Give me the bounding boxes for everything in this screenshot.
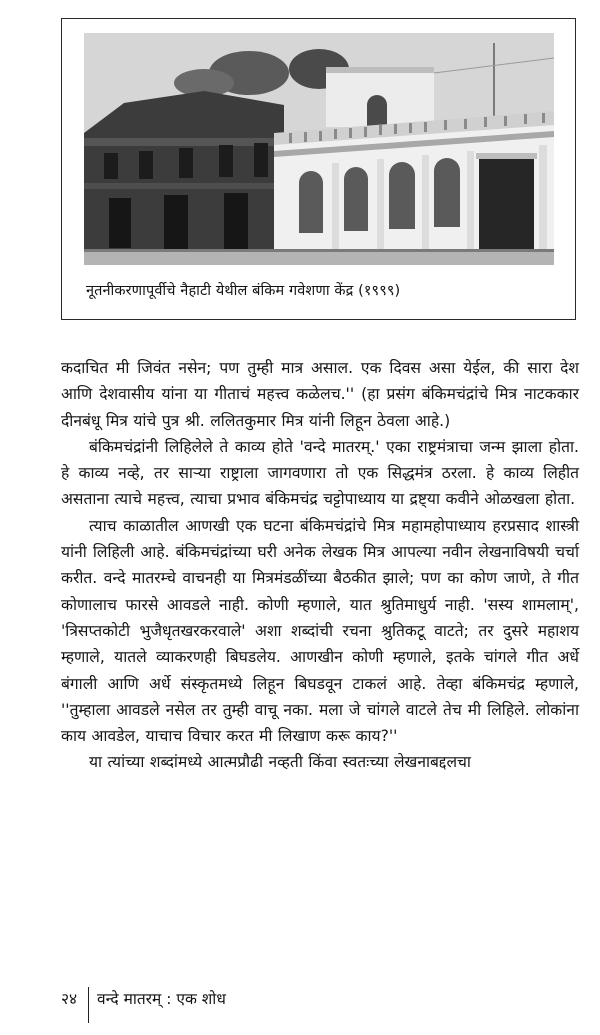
figure-caption: नूतनीकरणापूर्वीचे नैहाटी येथील बंकिम गवेशणा केंद्र (१९९९) (86, 283, 401, 299)
figure (61, 18, 576, 320)
paragraph-2: बंकिमचंद्रांनी लिहिलेले ते काव्य होते 'वन्दे मातरम्.' एका राष्ट्रमंत्राचा जन्म झाला होता. हे काव्य नव्हे, तर साऱ्या राष्ट्राला जागवणारा तो एक सिद्धमंत्र ठरला. हे काव्य लिहीत असताना त्याचे महत्त्व, त्याचा प्रभाव बंकिमचंद्र चट्टोपाध्याय या द्रष्ट्या कवीने ओळखला होता. (61, 437, 579, 509)
paragraph-1: कदाचित मी जिवंत नसेन; पण तुम्ही मात्र असाल. एक दिवस असा येईल, की सारा देश आणि देशवासीय यांना या गीताचं महत्त्व कळेलच.'' (हा प्रसंग बंकिमचंद्रांचे मित्र नाटककार दीनबंधू मित्र यांचे पुत्र श्री. ललितकुमार मित्र यांनी लिहून ठेवला आहे.) (61, 359, 579, 430)
paragraph-4: या त्यांच्या शब्दांमध्ये आत्मप्रौढी नव्हती किंवा स्वतःच्या लेखनाबद्दलचा (89, 753, 471, 772)
paragraph-3: त्याच काळातील आणखी एक घटना बंकिमचंद्रांचे मित्र महामहोपाध्याय हरप्रसाद शास्त्री यांनी लिहिली आहे. बंकिमचंद्रांच्या घरी अनेक लेखक मित्र आपल्या नवीन लेखनाविषयी चर्चा करीत. वन्दे मातरम्चे वाचनही या मित्रमंडळींच्या बैठकीत झाले; पण का कोण जाणे, ते गीत कोणालाच फारसे आवडले नाही. कोणी म्हणाले, यात श्रुतिमाधुर्य नाही. 'सस्य शामलाम्', 'त्रिसप्तकोटी भुजैधृतखरकरवाले' अशा शब्दांची रचना श्रुतिकटू वाटते; तर दुसरे महाशय म्हणाले, यातले व्याकरणही बिघडलेय. आणखीन कोणी म्हणाले, इतके चांगले गीत अर्धे बंगाली आणि अर्धे संस्कृतमध्ये लिहून बिघडवून टाकलं आहे. तेव्हा बंकिमचंद्र म्हणाले, ''तुम्हाला आवडले नसेल तर तुम्ही वाचू नका. मला जे चांगले वाटले तेच मी लिहिले. लोकांना काय आवडेल, याचाच विचार करत मी लिखाण करू काय?'' (61, 516, 579, 746)
page-footer (61, 987, 361, 1023)
book-title: वन्दे मातरम् : एक शोध (97, 990, 226, 1008)
page-number: २४ (61, 990, 78, 1008)
body-text (61, 355, 579, 776)
footer-divider (88, 987, 89, 1023)
building-photo (84, 33, 554, 265)
